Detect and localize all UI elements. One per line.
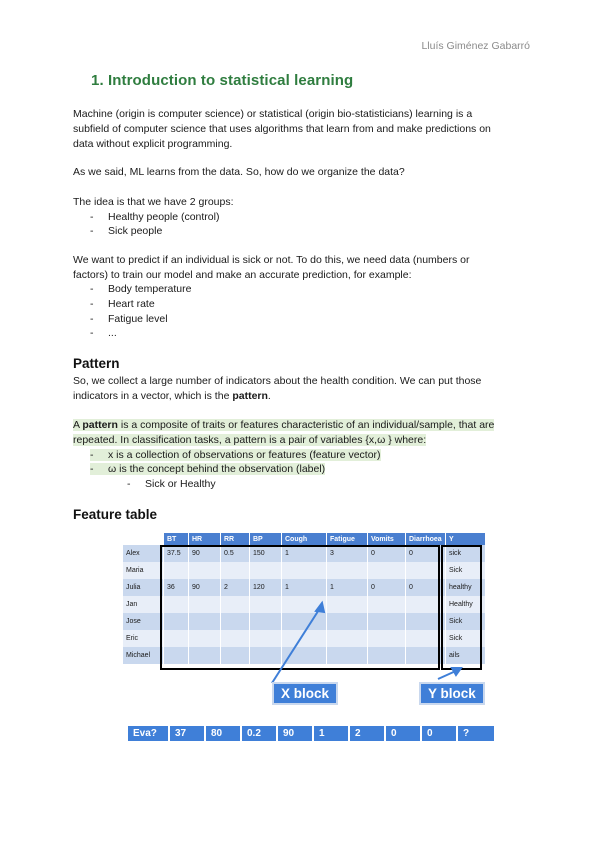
table-cell: 0.5 bbox=[221, 545, 250, 562]
list-item: - Heart rate bbox=[90, 298, 155, 310]
text-run: is a composite of traits or features characteristic of an individual/sample, that are bbox=[117, 419, 495, 431]
row-name: Eric bbox=[123, 630, 164, 647]
predict-line: factors) to train our model and make an accurate prediction, for example: bbox=[73, 269, 412, 281]
list-item: - ω is the concept behind the observation (label) bbox=[90, 463, 326, 475]
table-cell: Sick bbox=[446, 630, 486, 647]
table-cell: 90 bbox=[189, 579, 221, 596]
table-cell: 0 bbox=[368, 579, 406, 596]
list-item-text: Body temperature bbox=[108, 283, 192, 295]
table-cell: 80 bbox=[205, 726, 241, 741]
row-name: Maria bbox=[123, 562, 164, 579]
row-name: Julia bbox=[123, 579, 164, 596]
table-cell: 37.5 bbox=[164, 545, 189, 562]
table-cell: Eva? bbox=[128, 726, 169, 741]
table-cell: 0.2 bbox=[241, 726, 277, 741]
table-cell: 90 bbox=[277, 726, 313, 741]
bold-term: pattern bbox=[232, 390, 268, 402]
list-item: - Fatigue level bbox=[90, 313, 168, 325]
table-cell: 2 bbox=[349, 726, 385, 741]
table-cell: Sick bbox=[446, 562, 486, 579]
sub-list-item: - Sick or Healthy bbox=[127, 478, 216, 490]
groups-intro: The idea is that we have 2 groups: bbox=[73, 196, 234, 208]
predict-line: We want to predict if an individual is sick or not. To do this, we need data (numbers or bbox=[73, 254, 470, 266]
table-header-cell: BP bbox=[250, 533, 282, 545]
table-header-cell: Cough bbox=[282, 533, 327, 545]
row-name: Jose bbox=[123, 613, 164, 630]
eva-row-table bbox=[128, 726, 496, 741]
y-block-arrow bbox=[438, 668, 461, 679]
y-block-label: Y block bbox=[419, 682, 485, 705]
author-header: Lluís Giménez Gabarró bbox=[421, 40, 530, 52]
table-cell: 0 bbox=[385, 726, 421, 741]
table-cell: 2 bbox=[221, 579, 250, 596]
list-item-text: Heart rate bbox=[108, 298, 155, 310]
x-block-label: X block bbox=[272, 682, 338, 705]
table-cell: 1 bbox=[313, 726, 349, 741]
table-cell: 37 bbox=[169, 726, 205, 741]
list-item: - Healthy people (control) bbox=[90, 211, 220, 223]
table-header-cell: RR bbox=[221, 533, 250, 545]
list-item-text: ω is the concept behind the observation (label) bbox=[108, 463, 326, 475]
question-paragraph: As we said, ML learns from the data. So, how do we organize the data? bbox=[73, 166, 405, 178]
text-run: repeated. In classification tasks, a pattern is a pair of variables {x,ω } where: bbox=[73, 434, 427, 446]
intro-line: data without explicit programming. bbox=[73, 138, 233, 150]
list-item-text: Fatigue level bbox=[108, 313, 168, 325]
list-item-text: Healthy people (control) bbox=[108, 211, 220, 223]
table-cell: sick bbox=[446, 545, 486, 562]
table-header-cell: Fatigue bbox=[327, 533, 368, 545]
table-cell: 1 bbox=[327, 579, 368, 596]
table-cell: ails bbox=[446, 647, 486, 664]
list-item-text: Sick or Healthy bbox=[145, 478, 216, 490]
list-item-text: ... bbox=[108, 327, 117, 339]
table-cell: 3 bbox=[327, 545, 368, 562]
list-item: - Sick people bbox=[90, 225, 163, 237]
table-header-cell: Diarrhoea bbox=[406, 533, 446, 545]
list-item: - x is a collection of observations or features (feature vector) bbox=[90, 449, 381, 461]
table-cell: 0 bbox=[406, 545, 446, 562]
table-cell: 0 bbox=[421, 726, 457, 741]
feature-table-heading: Feature table bbox=[73, 507, 158, 522]
list-item-text: Sick people bbox=[108, 225, 163, 237]
list-item-text: x is a collection of observations or features (feature vector) bbox=[108, 449, 381, 461]
intro-line: Machine (origin is computer science) or statistical (origin bio-statisticians) learning is a bbox=[73, 108, 473, 120]
table-cell: 1 bbox=[282, 579, 327, 596]
table-row bbox=[128, 726, 495, 741]
pattern-line: So, we collect a large number of indicators about the health condition. We can put those bbox=[73, 375, 482, 387]
table-cell: healthy bbox=[446, 579, 486, 596]
list-item: - Body temperature bbox=[90, 283, 192, 295]
intro-line: subfield of computer science that uses algorithms that learn from and make predictions on bbox=[73, 123, 491, 135]
table-cell: 36 bbox=[164, 579, 189, 596]
row-name: Jan bbox=[123, 596, 164, 613]
table-cell: 0 bbox=[368, 545, 406, 562]
table-header-cell: BT bbox=[164, 533, 189, 545]
table-cell: 90 bbox=[189, 545, 221, 562]
row-name: Michael bbox=[123, 647, 164, 664]
table-cell: 0 bbox=[406, 579, 446, 596]
row-name: Alex bbox=[123, 545, 164, 562]
table-header-cell: Vomits bbox=[368, 533, 406, 545]
table-cell: ? bbox=[457, 726, 495, 741]
table-cell: Sick bbox=[446, 613, 486, 630]
table-cell: 120 bbox=[250, 579, 282, 596]
table-cell: 1 bbox=[282, 545, 327, 562]
table-header-cell: HR bbox=[189, 533, 221, 545]
x-block-arrow bbox=[272, 603, 324, 683]
list-item: - ... bbox=[90, 327, 117, 339]
bold-term: pattern bbox=[82, 419, 118, 431]
table-cell: Healthy bbox=[446, 596, 486, 613]
section-title: 1. Introduction to statistical learning bbox=[91, 72, 354, 89]
text-run: indicators in a vector, which is the bbox=[73, 390, 233, 402]
text-run: . bbox=[267, 390, 271, 402]
pattern-heading: Pattern bbox=[73, 356, 120, 371]
text-run: A bbox=[73, 419, 83, 431]
table-cell: 150 bbox=[250, 545, 282, 562]
table-header-cell: Y bbox=[446, 533, 486, 545]
